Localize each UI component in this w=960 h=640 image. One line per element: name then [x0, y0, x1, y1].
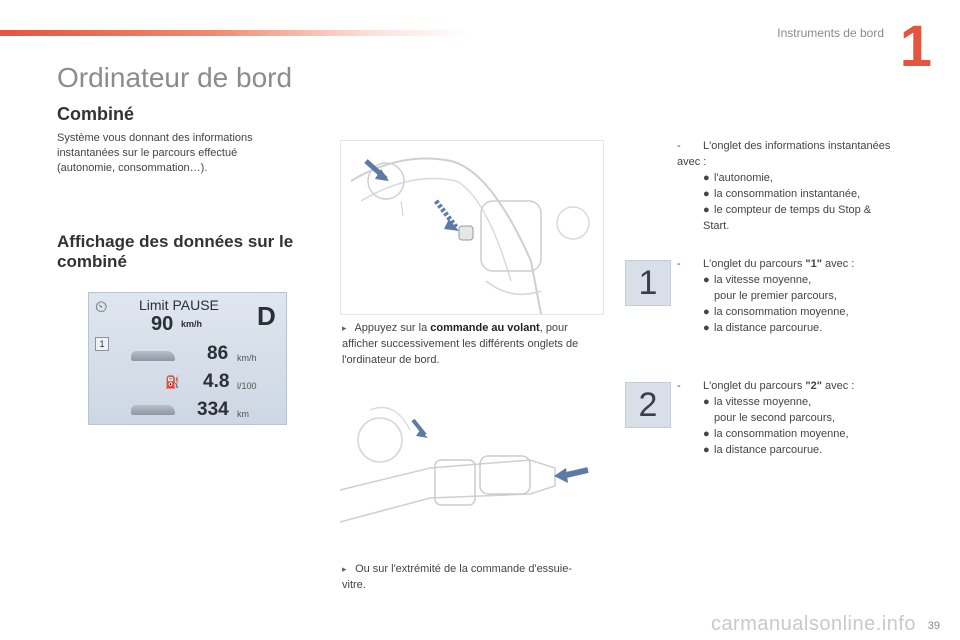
cluster-display	[88, 292, 287, 425]
watermark: carmanualsonline.info	[710, 613, 916, 635]
gear-indicator: D	[257, 301, 276, 331]
page-title: Ordinateur de bord	[57, 62, 293, 93]
trip-1-description: - L'onglet du parcours "1" avec : ● la vitesse moyenne, pour le premier parcours, ● la consommation moyenne, ● la distance parcourue.	[677, 258, 855, 334]
section-title: Instruments de bord	[777, 26, 884, 40]
trip-1-tab-icon: 1	[625, 260, 671, 306]
car-icon	[131, 405, 175, 415]
speed-limit-value: 90	[151, 313, 174, 335]
steering-wheel-illustration	[340, 140, 604, 315]
car-icon	[131, 351, 175, 361]
trip-2-tab-icon: 2	[625, 382, 671, 428]
distance-unit: km	[237, 409, 249, 419]
fuel-pump-icon: ⛽	[165, 375, 180, 389]
wiper-stalk-illustration	[340, 390, 602, 528]
section-heading: Affichage des données sur le combiné	[57, 232, 294, 271]
chapter-number: 1	[899, 14, 932, 79]
steering-control-label: commande au volant	[430, 322, 540, 334]
consumption-value: 4.8	[203, 371, 230, 392]
trip-2-description: - L'onglet du parcours "2" avec : ● la vitesse moyenne, pour le second parcours, ● la consommation moyenne, ● la distance parcourue.	[677, 380, 855, 456]
arrow-bullet-icon: ▸	[342, 323, 347, 333]
page-number: 39	[927, 620, 940, 632]
instruction-step-1: ▸ Appuyez sur la commande au volant, pour afficher successivement les différents onglets de l'ordinateur de bord.	[342, 322, 579, 366]
average-speed-unit: km/h	[237, 353, 257, 363]
average-speed-value: 86	[207, 343, 229, 364]
header-accent-bar	[0, 30, 470, 36]
instant-info-description: - L'onglet des informations instantanées avec : ● l'autonomie, ● la consommation instantanée, ● le compteur de temps du Stop & Start.	[677, 140, 891, 232]
arrow-bullet-icon: ▸	[342, 564, 347, 574]
subtitle: Combiné	[57, 104, 135, 124]
consumption-unit: l/100	[237, 381, 257, 391]
speed-limit-unit: km/h	[181, 319, 203, 329]
speed-limit-label: Limit PAUSE	[139, 297, 219, 313]
distance-value: 334	[197, 399, 229, 420]
instruction-step-2: ▸ Ou sur l'extrémité de la commande d'essuie-vitre.	[342, 563, 573, 591]
trip-tab-indicator: 1	[95, 337, 109, 351]
intro-paragraph: Système vous donnant des informations instantanées sur le parcours effectué (autonomie, consommation…).	[57, 132, 253, 174]
speedometer-icon: ⏲	[95, 299, 108, 316]
